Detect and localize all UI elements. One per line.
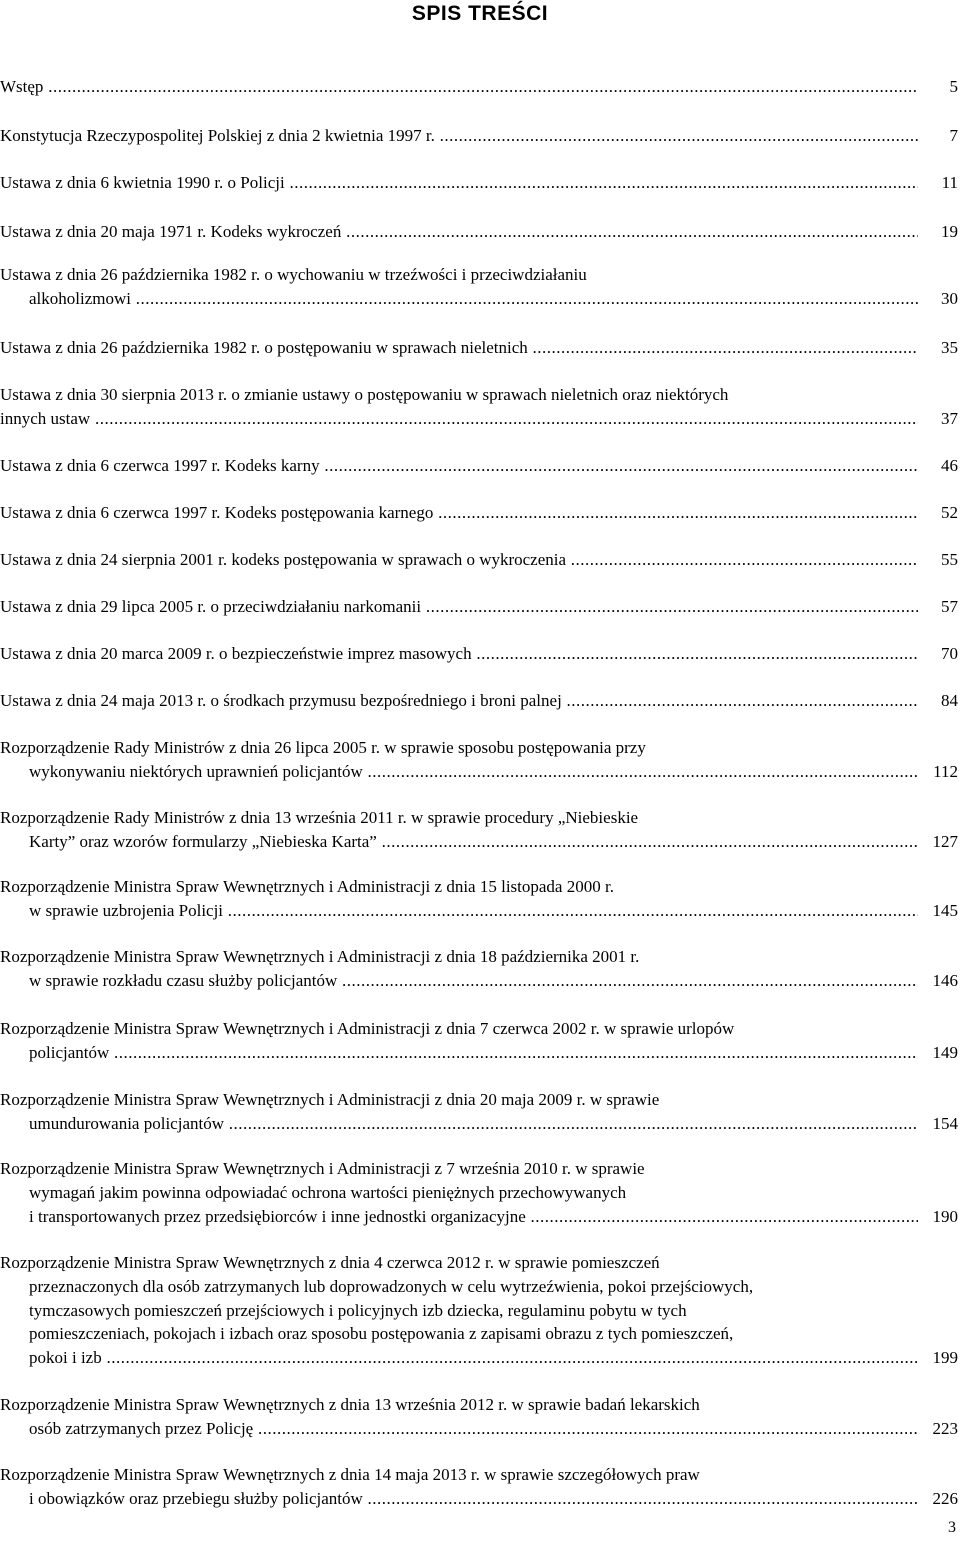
toc-page-number: 149	[932, 1042, 958, 1062]
toc-entry-line: Rozporządzenie Ministra Spraw Wewnętrznych z dnia 14 maja 2013 r. w sprawie szczegółowych praw	[0, 1465, 700, 1484]
toc-entry-line: Konstytucja Rzeczypospolitej Polskiej z dnia 2 kwietnia 1997 r. .....	[0, 125, 918, 147]
toc-entry-line: Ustawa z dnia 20 maja 1971 r. Kodeks wykroczeń .....	[0, 221, 918, 243]
toc-entry-line: Rozporządzenie Ministra Spraw Wewnętrznych i Administracji z dnia 7 czerwca 2002 r. w sprawie urlopów	[0, 1019, 735, 1038]
toc-page-number: 145	[932, 900, 958, 920]
toc-page-number: 57	[941, 597, 958, 616]
toc-entry-line: pomieszczeniach, pokojach i izbach oraz sposobu postępowania z zapisami obrazu z tych pomieszczeń,	[29, 1324, 734, 1344]
toc-page-number: 37	[941, 408, 958, 428]
toc-entry-line: Rozporządzenie Ministra Spraw Wewnętrznych z dnia 4 czerwca 2012 r. w sprawie pomieszczeń	[0, 1253, 660, 1272]
toc-entry-line: Ustawa z dnia 30 sierpnia 2013 r. o zmianie ustawy o postępowaniu w sprawach nieletnich oraz niektórych	[0, 385, 729, 404]
toc-entry-line: osób zatrzymanych przez Policję .....	[29, 1418, 918, 1440]
toc-entry-line: Ustawa z dnia 24 sierpnia 2001 r. kodeks postępowania w sprawach o wykroczenia .....	[0, 549, 918, 571]
toc-page-number: 30	[941, 288, 958, 308]
toc-entry-line: Ustawa z dnia 26 października 1982 r. o postępowaniu w sprawach nieletnich .....	[0, 337, 918, 359]
toc-entry-line: wymagań jakim powinna odpowiadać ochrona wartości pieniężnych przechowywanych	[29, 1182, 627, 1202]
toc-entry-line: i transportowanych przez przedsiębiorców i inne jednostki organizacyjne .....	[29, 1206, 918, 1228]
toc-page-number: 11	[941, 173, 958, 192]
toc-entry-line: Ustawa z dnia 6 czerwca 1997 r. Kodeks karny .....	[0, 455, 918, 477]
toc-entry-line: w sprawie rozkładu czasu służby policjantów .....	[29, 970, 918, 992]
toc-entry-line: Karty” oraz wzorów formularzy „Niebieska Karta” .....	[29, 831, 918, 853]
toc-page-number: 84	[941, 691, 958, 710]
toc-page-number: 7	[949, 126, 958, 145]
toc-entry-line: Ustawa z dnia 20 marca 2009 r. o bezpieczeństwie imprez masowych .....	[0, 643, 918, 665]
toc-entry-line: tymczasowych pomieszczeń przejściowych i policyjnych izb dziecka, regulaminu pobytu w tych	[29, 1300, 687, 1320]
toc-entry-line: Rozporządzenie Ministra Spraw Wewnętrznych i Administracji z dnia 18 października 2001 r.	[0, 947, 640, 966]
toc-entry-line: Rozporządzenie Rady Ministrów z dnia 26 lipca 2005 r. w sprawie sposobu postępowania przy	[0, 738, 646, 757]
toc-page-number: 223	[932, 1418, 958, 1438]
toc-entry-line: policjantów .....	[29, 1042, 918, 1064]
toc-page-number: 226	[932, 1488, 958, 1508]
toc-page-number: 52	[941, 503, 958, 522]
toc-entry-line: Ustawa z dnia 29 lipca 2005 r. o przeciwdziałaniu narkomanii .....	[0, 596, 918, 618]
toc-page-number: 55	[941, 550, 958, 569]
toc-page-number: 190	[932, 1206, 958, 1226]
toc-page-number: 127	[932, 831, 958, 851]
toc-entry-line: Rozporządzenie Ministra Spraw Wewnętrznych i Administracji z dnia 20 maja 2009 r. w sprawie	[0, 1090, 660, 1109]
toc-page-number: 146	[932, 970, 958, 990]
toc-entry-line: innych ustaw .....	[0, 408, 918, 430]
toc-entry-line: alkoholizmowi .....	[29, 288, 918, 310]
toc-page-number: 5	[949, 77, 958, 96]
toc-entry-line: Rozporządzenie Rady Ministrów z dnia 13 września 2011 r. w sprawie procedury „Niebieskie	[0, 808, 639, 827]
toc-entry-line: Rozporządzenie Ministra Spraw Wewnętrznych i Administracji z dnia 15 listopada 2000 r.	[0, 877, 614, 896]
toc-entry-line: przeznaczonych dla osób zatrzymanych lub doprowadzonych w celu wytrzeźwienia, pokoi przejściowych,	[29, 1276, 754, 1296]
toc-page-number: 70	[941, 644, 958, 663]
toc-entry-line: Ustawa z dnia 6 kwietnia 1990 r. o Policji .....	[0, 172, 918, 194]
toc-entry-line: Rozporządzenie Ministra Spraw Wewnętrznych i Administracji z 7 września 2010 r. w sprawie	[0, 1159, 645, 1178]
toc-page-number: 35	[941, 338, 958, 357]
toc-entry-line: w sprawie uzbrojenia Policji .....	[29, 900, 918, 922]
toc-page-number: 46	[941, 456, 958, 475]
toc-entry-line: pokoi i izb .....	[29, 1347, 918, 1369]
toc-entry-line: Wstęp .....	[0, 76, 918, 98]
toc-page-number: 19	[941, 222, 958, 241]
toc-entry-line: Ustawa z dnia 26 października 1982 r. o wychowaniu w trzeźwości i przeciwdziałaniu	[0, 265, 587, 284]
toc-entry-line: i obowiązków oraz przebiegu służby policjantów .....	[29, 1488, 918, 1510]
toc-entry-line: Ustawa z dnia 6 czerwca 1997 r. Kodeks postępowania karnego .....	[0, 502, 918, 524]
toc-page-number: 154	[932, 1113, 958, 1133]
toc-entry-line: umundurowania policjantów .....	[29, 1113, 918, 1135]
page-title: SPIS TREŚCI	[411, 2, 549, 25]
toc-entry-line: Rozporządzenie Ministra Spraw Wewnętrznych z dnia 13 września 2012 r. w sprawie badań lekarskich	[0, 1395, 700, 1414]
toc-entry-line: wykonywaniu niektórych uprawnień policjantów .....	[29, 761, 918, 783]
toc-entry-line: Ustawa z dnia 24 maja 2013 r. o środkach przymusu bezpośredniego i broni palnej .....	[0, 690, 918, 712]
page-number: 3	[948, 1519, 956, 1536]
toc-page-number: 112	[933, 761, 958, 781]
toc-page-number: 199	[932, 1348, 958, 1368]
